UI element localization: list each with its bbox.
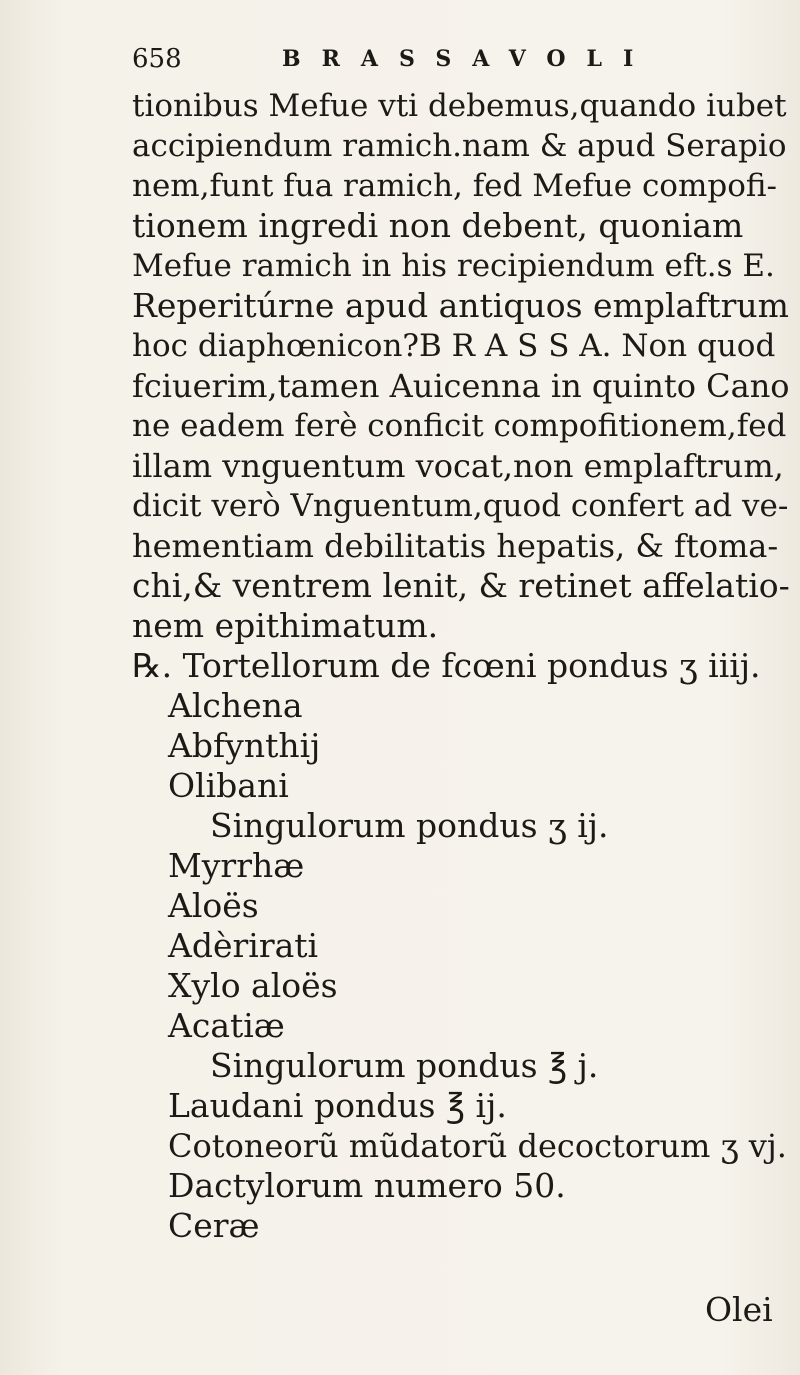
recipe-ingredient: Cotoneorũ mũdatorũ decoctorum ʒ vj. (168, 1127, 787, 1165)
recipe-dose: Singulorum pondus ʒ ij. (210, 806, 609, 845)
text-line: Reperitúrne apud antiquos emplaftrum (132, 286, 789, 325)
recipe-ingredient: Myrrhæ (168, 846, 305, 885)
text-line: tionem ingredi non debent, quoniam (132, 206, 744, 245)
recipe-ingredient: Xylo aloës (168, 966, 338, 1005)
text-line: illam vnguentum vocat,non emplaftrum, (132, 447, 784, 485)
text-line: nem,funt fua ramich, fed Mefue compofi- (132, 168, 778, 204)
recipe-dose: Singulorum pondus ℥ j. (210, 1046, 599, 1085)
recipe-ingredient: Alchena (168, 686, 303, 725)
catchword: Olei (705, 1290, 773, 1329)
text-line: chi,& ventrem lenit, & retinet affelatio- (132, 566, 790, 605)
recipe-ingredient: Olibani (168, 766, 289, 805)
text-line: Mefue ramich in his recipiendum eft.s E. (132, 248, 775, 284)
running-head: BRASSAVOLI (282, 46, 655, 72)
recipe-ingredient: Dactylorum numero 50. (168, 1166, 566, 1205)
recipe-line: ℞. Tortellorum de fcœni pondus ʒ iiij. (132, 646, 761, 685)
text-line: accipiendum ramich.nam & apud Serapio (132, 128, 787, 164)
text-line: fciuerim,tamen Auicenna in quinto Cano (132, 367, 790, 405)
recipe-ingredient: Ceræ (168, 1206, 260, 1245)
text-line: hoc diaphœnicon?B R A S S A. Non quod (132, 328, 776, 364)
recipe-ingredient: Acatiæ (168, 1006, 285, 1045)
recipe-ingredient: Abfynthij (168, 726, 321, 765)
text-line: ne eadem ferè conficit compofitionem,fed (132, 408, 787, 444)
text-line: hementiam debilitatis hepatis, & ftoma- (132, 527, 779, 565)
recipe-ingredient: Aloës (168, 886, 259, 925)
text-line: dicit verò Vnguentum,quod confert ad ve- (132, 488, 789, 524)
text-line: tionibus Mefue vti debemus,quando iubet (132, 88, 787, 124)
text-line: nem epithimatum. (132, 606, 439, 645)
page-header (132, 40, 732, 80)
page-number: 658 (132, 44, 182, 74)
recipe-ingredient: Adèrirati (168, 926, 319, 965)
recipe-ingredient: Laudani pondus ℥ ij. (168, 1086, 507, 1125)
